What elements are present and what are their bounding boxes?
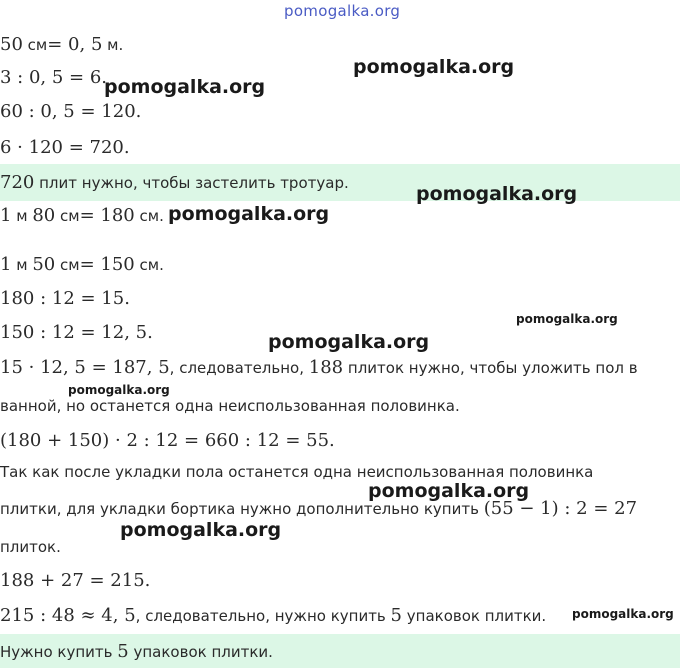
watermark: pomogalka.org <box>368 480 530 502</box>
math-expression: = 150 <box>79 254 135 275</box>
text-fragment: плитки, для укладки бортика нужно дополнительно купить <box>0 500 484 518</box>
math-expression: 1 <box>0 205 12 226</box>
text-fragment: Так как после укладки пола останется одна неиспользованная половинка <box>0 463 594 481</box>
math-expression: 180 : 12 = 15. <box>0 288 130 309</box>
solution-line <box>0 570 150 591</box>
math-expression: 6 · 120 = 720. <box>0 137 130 158</box>
text-fragment: плиток. <box>0 538 61 556</box>
text-fragment: ванной, но останется одна неиспользованная половинка. <box>0 397 460 415</box>
solution-line <box>0 137 130 158</box>
text-fragment: см <box>55 207 80 225</box>
math-expression: = 180 <box>79 205 135 226</box>
watermark: pomogalka.org <box>268 331 430 353</box>
solution-line <box>0 322 153 343</box>
math-expression: (180 + 150) · 2 : 12 = 660 : 12 = 55. <box>0 430 335 451</box>
solution-line <box>0 172 349 193</box>
math-expression: = 0, 5 <box>47 34 103 55</box>
text-fragment: см <box>55 256 80 274</box>
math-expression: 60 : 0, 5 = 120. <box>0 101 142 122</box>
math-expression: 1 <box>0 254 12 275</box>
solution-line <box>0 430 335 451</box>
math-expression: (55 − 1) : 2 = 27 <box>483 498 638 519</box>
solution-line <box>0 288 130 309</box>
math-expression: 5 <box>390 605 402 626</box>
solution-line <box>0 101 141 122</box>
math-expression: 15 · 12, 5 = 187, 5 <box>0 357 170 378</box>
watermark: pomogalka.org <box>68 383 170 397</box>
solution-line <box>0 641 273 662</box>
solution-line <box>0 67 107 88</box>
solution-line <box>0 357 638 378</box>
solution-line <box>0 34 123 55</box>
math-expression: 5 <box>117 641 129 662</box>
watermark: pomogalka.org <box>104 76 266 98</box>
math-expression: 150 : 12 = 12, 5. <box>0 322 153 343</box>
text-fragment: , следовательно, <box>169 359 309 377</box>
math-expression: 50 <box>32 254 56 275</box>
text-fragment: упаковок плитки. <box>128 643 273 661</box>
watermark: pomogalka.org <box>168 203 330 225</box>
watermark: pomogalka.org <box>416 183 578 205</box>
solution-line <box>0 205 164 226</box>
solution-line <box>0 254 164 275</box>
watermark: pomogalka.org <box>516 312 618 326</box>
solution-line <box>0 396 460 415</box>
text-fragment: м <box>11 207 33 225</box>
math-expression: 80 <box>32 205 56 226</box>
text-fragment: м. <box>102 36 124 54</box>
math-expression: 188 + 27 = 215. <box>0 570 151 591</box>
text-fragment: см. <box>134 207 164 225</box>
text-fragment: см. <box>134 256 164 274</box>
text-fragment: см <box>22 36 48 54</box>
watermark: pomogalka.org <box>353 56 515 78</box>
math-expression: 3 : 0, 5 = 6. <box>0 67 108 88</box>
text-fragment: плит нужно, чтобы застелить тротуар. <box>34 174 349 192</box>
watermark: pomogalka.org <box>572 607 674 621</box>
math-expression: 215 : 48 ≈ 4, 5 <box>0 605 136 626</box>
solution-line <box>0 462 593 481</box>
text-fragment: Нужно купить <box>0 643 118 661</box>
solution-line <box>0 498 637 519</box>
solution-line <box>0 605 546 626</box>
text-fragment: упаковок плитки. <box>402 607 547 625</box>
math-expression: 50 <box>0 34 23 55</box>
text-fragment: плиток нужно, чтобы уложить пол в <box>343 359 638 377</box>
solution-line <box>0 537 61 556</box>
watermark: pomogalka.org <box>120 519 282 541</box>
text-fragment: , следовательно, нужно купить <box>135 607 391 625</box>
math-expression: 188 <box>308 357 344 378</box>
text-fragment: м <box>11 256 33 274</box>
watermark-top: pomogalka.org <box>284 2 401 20</box>
math-expression: 720 <box>0 172 35 193</box>
